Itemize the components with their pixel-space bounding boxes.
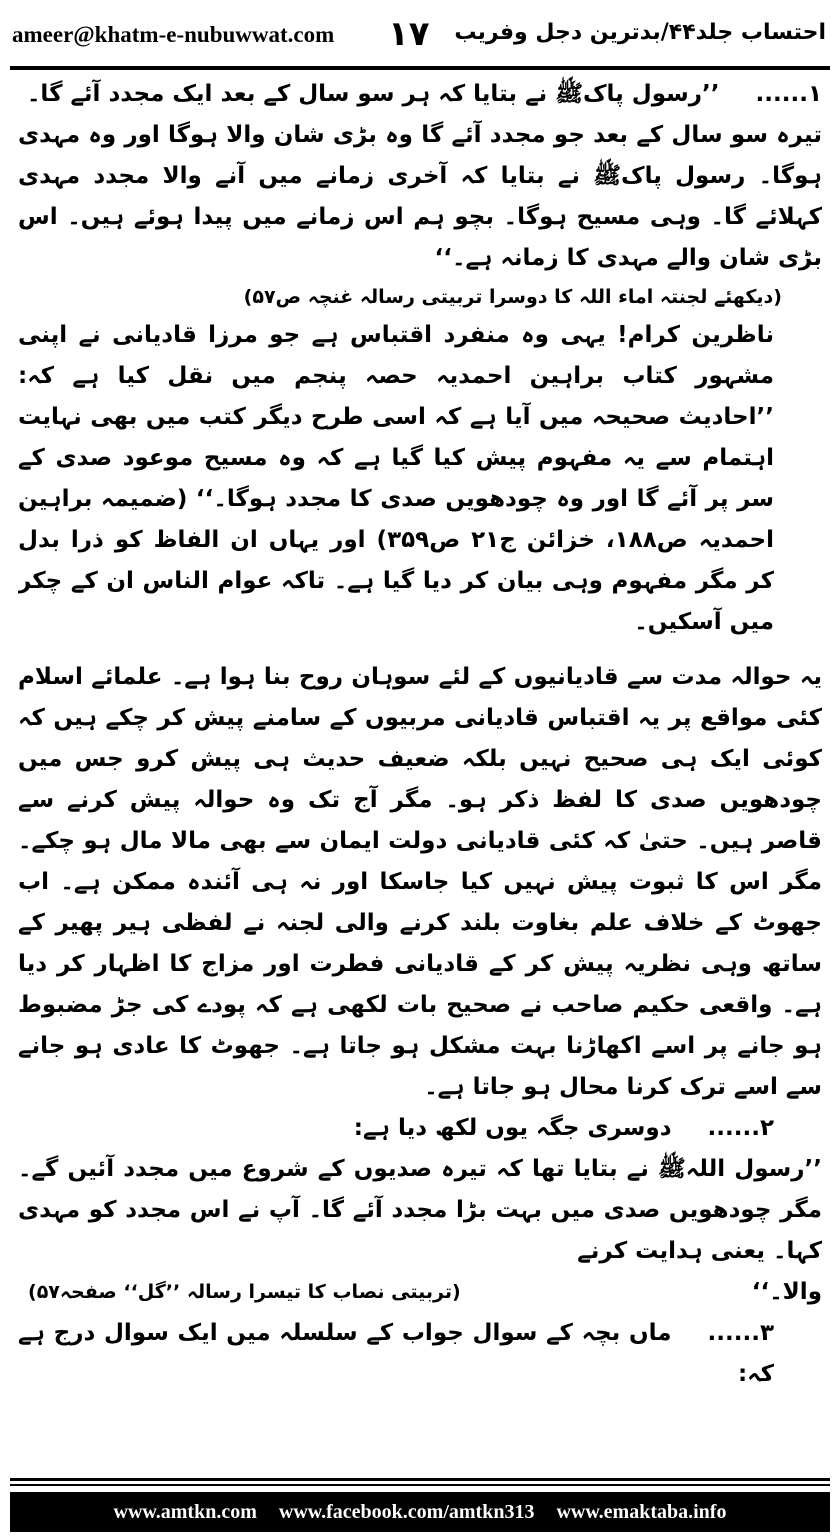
page-number: ۱۷ — [388, 14, 430, 54]
paragraph-gap — [18, 643, 822, 657]
item-2-intro: دوسری جگہ یوں لکھ دیا ہے: — [353, 1115, 672, 1141]
footer-link-emaktaba[interactable]: www.emaktaba.info — [556, 1500, 727, 1523]
paragraph-1-rest: تیرہ سو سال کے بعد جو مجدد آئے گا وہ بڑی شان والا ہوگا اور وہ مہدی ہوگا۔ رسول پاکﷺ نے بتایا کہ آخری زمانے میں آنے والا مجدد مہدی کہلائے گا۔ وہی مسیح ہوگا۔ بچو ہم اس زمانے میں پیدا ہوئے ہیں۔ اس بڑی شان والے مہدی کا زمانہ ہے۔‘‘ — [18, 122, 822, 271]
footer-divider-top — [10, 1478, 830, 1481]
item-2-quote-end: والا۔‘‘ — [751, 1279, 822, 1305]
item-2-quote-end-row — [18, 1272, 822, 1313]
reference-1: (دیکھئے لجنتہ اماء اللہ کا دوسرا تربیتی رسالہ غنچہ ص۵۷) — [243, 286, 782, 308]
page-header — [0, 0, 840, 72]
item-3-intro: ماں بچہ کے سوال جواب کے سلسلہ میں ایک سوال درج ہے کہ: — [18, 1320, 774, 1387]
footer-link-facebook[interactable]: www.facebook.com/amtkn313 — [278, 1500, 535, 1523]
page-content — [18, 74, 822, 1466]
item-3-intro-line — [18, 1313, 822, 1395]
item-number-2: ۲...... — [707, 1115, 774, 1141]
header-email[interactable]: ameer@khatm-e-nubuwwat.com — [12, 22, 335, 47]
item-number-3: ۳...... — [707, 1320, 774, 1346]
header-title: احتساب جلد۴۴/بدترین دجل وفریب — [454, 20, 826, 45]
paragraph-2: ناظرین کرام! یہی وہ منفرد اقتباس ہے جو مرزا قادیانی نے اپنی مشہور کتاب براہین احمدیہ حصہ پنجم میں نقل کیا ہے کہ: ’’احادیث صحیحہ میں آیا ہے کہ اسی طرح دیگر کتب میں بھی نہایت اہتمام سے یہ مفہوم پیش کیا گیا ہے کہ وہ مسیح موعود صدی کے سر پر آئے گا اور وہ چودھویں صدی کا مجدد ہوگا۔‘‘ (ضمیمہ براہین احمدیہ ص۱۸۸، خزائن ج۲۱ ص۳۵۹) اور یہاں ان الفاظ کو ذرا بدل کر مگر مفہوم وہی بیان کر دیا گیا ہے۔ تاکہ عوام الناس ان کے چکر میں آسکیں۔ — [18, 322, 775, 635]
footer-divider-bottom — [10, 1484, 830, 1486]
item-2-intro-line — [18, 1108, 822, 1149]
quote-1-start: ’’رسول پاکﷺ نے بتایا کہ ہر سو سال کے بعد ایک مجدد آئے گا۔ — [26, 81, 720, 107]
page-footer — [10, 1492, 830, 1532]
item-number-1: ۱...... — [755, 81, 822, 107]
footer-link-amtkn[interactable]: www.amtkn.com — [113, 1500, 257, 1523]
header-divider — [10, 66, 830, 70]
paragraph-1-line-1 — [18, 74, 822, 115]
paragraph-3: یہ حوالہ مدت سے قادیانیوں کے لئے سوہان روح بنا ہوا ہے۔ علمائے اسلام کئی مواقع پر یہ اقتباس قادیانی مربیوں کے سامنے پیش کر چکے ہیں کہ کوئی ایک ہی صحیح نہیں بلکہ ضعیف حدیث ہی پیش کرو جس میں چودھویں صدی کا لفظ ذکر ہو۔ مگر آج تک وہ حوالہ پیش کرنے سے قاصر ہیں۔ حتیٰ کہ کئی قادیانی دولت ایمان سے بھی مالا مال ہو چکے۔ مگر اس کا ثبوت پیش نہیں کیا جاسکا اور نہ ہی آئندہ ممکن ہے۔ اب جھوٹ کے خلاف علم بغاوت بلند کرنے والی لجنہ نے لفظی ہیر پھیر کے ساتھ وہی نظریہ پیش کر کے قادیانی فطرت اور مزاج کا اظہار کر دیا ہے۔ واقعی حکیم صاحب نے صحیح بات لکھی ہے کہ پودے کی جڑ مضبوط ہو جانے پر اسے اکھاڑنا بہت مشکل ہو جاتا ہے۔ جھوٹ کا عادی ہو جانے سے اسے ترک کرنا محال ہو جاتا ہے۔ — [18, 664, 822, 1100]
reference-2: (تربیتی نصاب کا تیسرا رسالہ ’’گل‘‘ صفحہ۵۷) — [28, 1281, 461, 1303]
item-2-quote: ’’رسول اللہﷺ نے بتایا تھا کہ تیرہ صدیوں کے شروع میں مجدد آئیں گے۔ مگر چودھویں صدی میں بہت بڑا مجدد آئے گا۔ آپ نے اس مجدد کو مہدی کہا۔ یعنی ہدایت کرنے — [18, 1156, 822, 1264]
